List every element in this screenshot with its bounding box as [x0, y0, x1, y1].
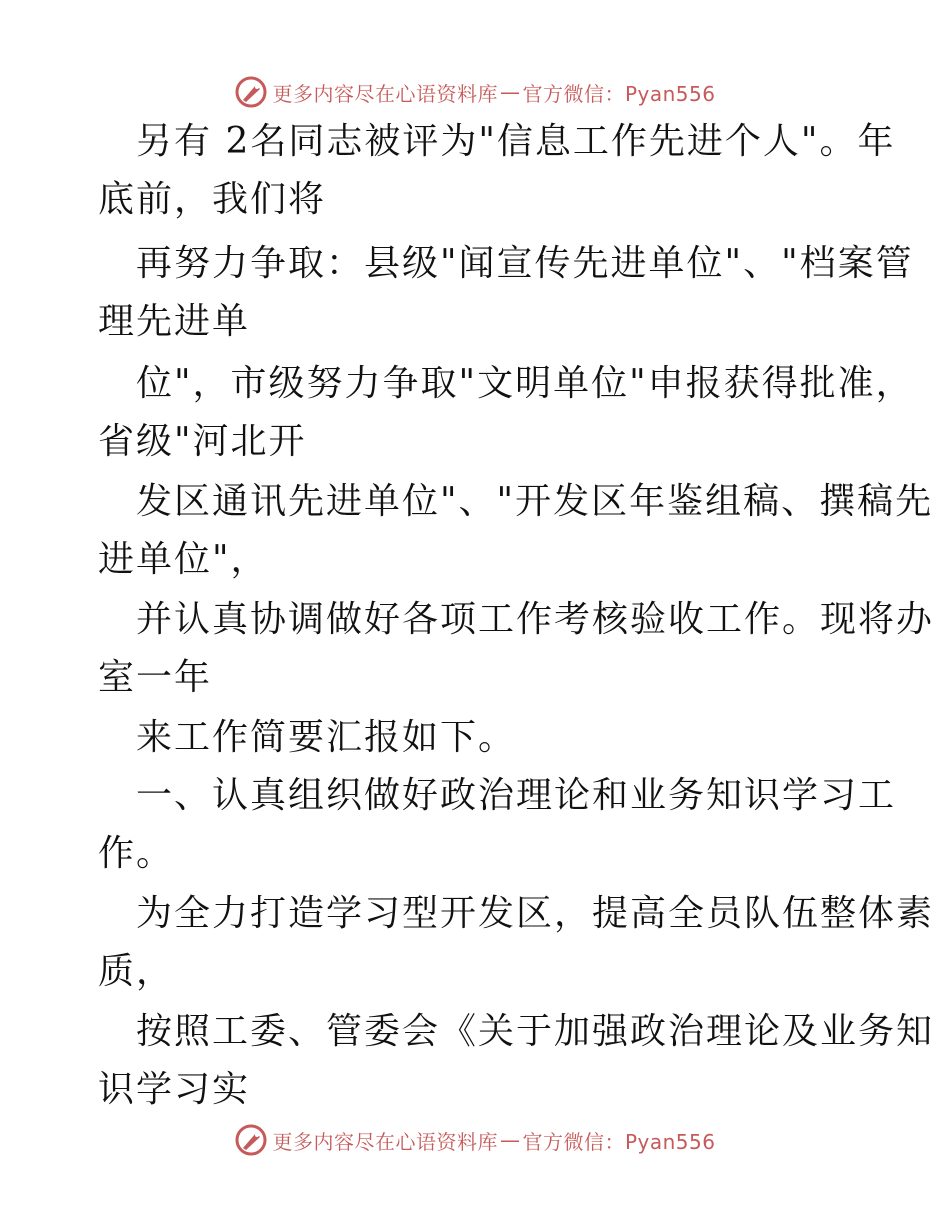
- text-line: 理先进单: [98, 301, 251, 342]
- watermark-separator: —: [499, 1128, 521, 1152]
- text-line: 发区通讯先进单位"、"开发区年鉴组稿、撰稿先: [136, 481, 934, 522]
- text-line: 另有 2名同志被评为"信息工作先进个人"。年: [136, 121, 896, 162]
- header-watermark: [0, 72, 950, 112]
- text-line: 室一年: [98, 657, 213, 698]
- text-line: 再努力争取：县级"闻宣传先进单位"、"档案管: [136, 243, 914, 284]
- text-line: 省级"河北开: [98, 421, 307, 462]
- watermark-separator: —: [499, 80, 521, 104]
- pen-nib-circle-icon: [234, 1123, 268, 1157]
- watermark-text: 更多内容尽在心语资料库: [272, 1129, 498, 1154]
- text-line: 底前，我们将: [98, 179, 327, 220]
- text-line: 位"，市级努力争取"文明单位"申报获得批准，: [136, 363, 914, 404]
- pen-nib-circle-icon: [234, 75, 268, 109]
- text-line: 按照工委、管委会《关于加强政治理论及业务知: [136, 1011, 935, 1052]
- footer-watermark: [0, 1120, 950, 1160]
- text-line: 并认真协调做好各项工作考核验收工作。现将办: [136, 599, 935, 640]
- text-line: 识学习实: [98, 1069, 251, 1110]
- text-line: 来工作简要汇报如下。: [136, 717, 517, 758]
- watermark-contact: 官方微信：Pyan556: [522, 1129, 716, 1154]
- watermark-contact: 官方微信：Pyan556: [522, 81, 716, 106]
- text-line: 质，: [98, 951, 175, 992]
- watermark-text: 更多内容尽在心语资料库: [272, 81, 498, 106]
- text-line: 作。: [98, 833, 175, 874]
- section-heading: 一、认真组织做好政治理论和业务知识学习工: [136, 775, 897, 816]
- text-line: 为全力打造学习型开发区，提高全员队伍整体素: [136, 893, 935, 934]
- text-line: 进单位"，: [98, 539, 269, 580]
